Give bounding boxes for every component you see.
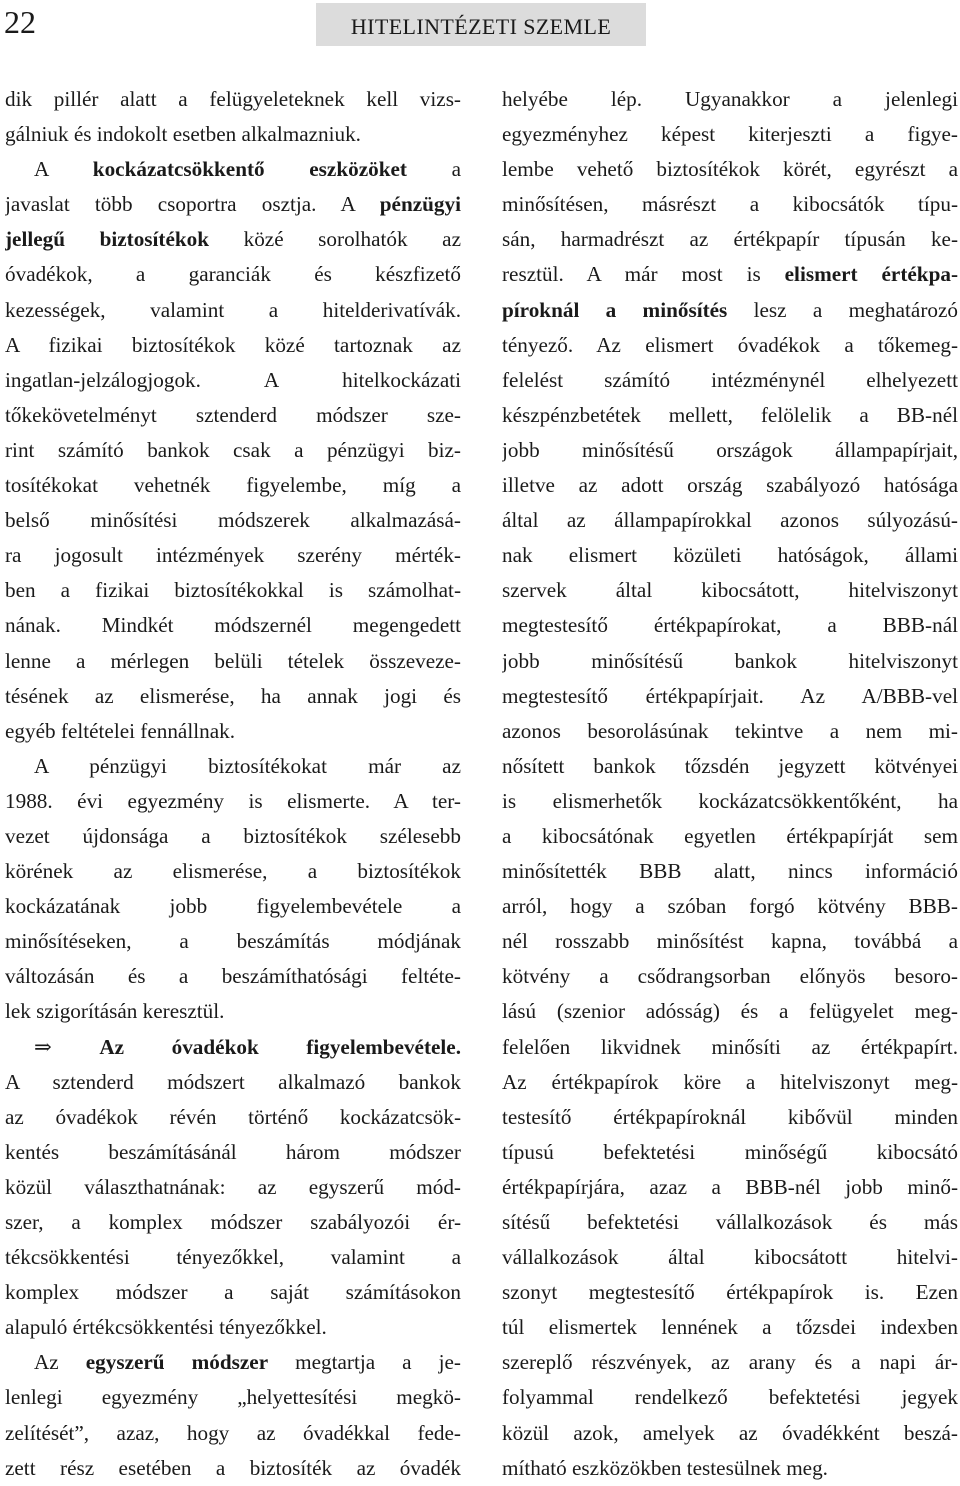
- text-run: változásán és a beszámíthatósági feltéte-: [5, 964, 461, 989]
- text-line: [502, 1205, 958, 1240]
- text-line: [5, 468, 461, 503]
- text-run: ingatlan-jelzálogjogok. A hitelkockázati: [5, 367, 461, 392]
- text-run: A fizikai biztosítékok közé tartoznak az: [5, 332, 461, 357]
- text-line: [502, 398, 958, 433]
- text-run: komplex módszer a saját számításokon: [5, 1280, 461, 1305]
- text-run: jobb minősítésű országok állampapírjait,: [502, 437, 958, 462]
- text-run: vezet újdonsága a biztosítékok szélesebb: [5, 823, 461, 848]
- text-line: [502, 1380, 958, 1415]
- text-run: ⇒: [34, 1034, 100, 1059]
- text-line: [5, 1170, 461, 1205]
- text-line: [502, 749, 958, 784]
- text-line: [5, 117, 461, 152]
- text-line: [502, 1065, 958, 1100]
- text-line: [502, 679, 958, 714]
- text-line: [502, 222, 958, 257]
- text-line: [5, 1240, 461, 1275]
- text-line: [5, 644, 461, 679]
- text-run: zelítését”, azaz, hogy az óvadékkal fede-: [5, 1420, 461, 1445]
- text-line: [502, 503, 958, 538]
- text-line: [502, 538, 958, 573]
- text-run: nának. Mindkét módszernél megengedett: [5, 613, 461, 638]
- text-line: [502, 1310, 958, 1345]
- text-line: [502, 994, 958, 1029]
- text-line: [5, 1100, 461, 1135]
- text-line: [5, 398, 461, 433]
- text-run: ben a fizikai biztosítékokkal is számolhat-: [5, 578, 461, 603]
- text-run: tésének az elismerése, ha annak jogi és: [5, 683, 461, 708]
- text-line: [5, 152, 461, 187]
- text-run: által az állampapírokkal azonos súlyozású-: [502, 508, 958, 533]
- text-run: kockázatának jobb figyelembevétele a: [5, 894, 461, 919]
- text-line: [5, 1451, 461, 1486]
- text-line: [502, 924, 958, 959]
- text-run: tékcsökkentési tényezőkkel, valamint a: [5, 1245, 461, 1270]
- text-run: Az értékpapírok köre a hitelviszonyt meg-: [502, 1069, 958, 1094]
- text-run: közé sorolhatók az: [209, 227, 461, 252]
- text-run: lesz a meghatározó: [727, 297, 958, 322]
- text-line: [5, 1416, 461, 1451]
- text-line: [5, 1345, 461, 1380]
- text-line: [502, 1240, 958, 1275]
- text-run: lású (szenior adósság) és a felügyelet meg-: [502, 999, 958, 1024]
- bold-text: kockázatcsökkentő eszközöket: [92, 157, 407, 182]
- text-line: [5, 889, 461, 924]
- text-run: A sztenderd módszert alkalmazó bankok: [5, 1069, 461, 1094]
- text-run: jobb minősítésű bankok hitelviszonyt: [502, 648, 958, 673]
- text-line: [5, 784, 461, 819]
- text-run: tőkekövetelményt sztenderd módszer sze-: [5, 402, 461, 427]
- text-line: [5, 222, 461, 257]
- text-line: [5, 608, 461, 643]
- text-run: Az: [34, 1350, 86, 1375]
- text-run: gálniuk és indokolt esetben alkalmazniuk.: [5, 122, 361, 147]
- text-line: [5, 924, 461, 959]
- text-line: [502, 328, 958, 363]
- text-line: [5, 854, 461, 889]
- text-line: [5, 819, 461, 854]
- text-line: [502, 644, 958, 679]
- text-line: [5, 538, 461, 573]
- text-line: [5, 714, 461, 749]
- bold-text: jellegű biztosítékok: [5, 227, 210, 252]
- text-line: [5, 257, 461, 292]
- text-line: [5, 749, 461, 784]
- text-run: lembe vehető biztosítékok körét, egyrészt a: [502, 157, 958, 182]
- text-run: értékpapírjára, azaz a BBB-nél jobb minő-: [502, 1174, 958, 1199]
- text-run: 1988. évi egyezmény is elismerte. A ter-: [5, 788, 461, 813]
- text-run: típusú befektetési minőségű kibocsátó: [502, 1139, 958, 1164]
- text-line: [502, 363, 958, 398]
- text-run: javaslat több csoportra osztja. A: [5, 192, 380, 217]
- text-run: illetve az adott ország szabályozó hatósága: [502, 473, 958, 498]
- text-line: [502, 784, 958, 819]
- text-run: szervek által kibocsátott, hitelviszonyt: [502, 578, 958, 603]
- text-line: [502, 433, 958, 468]
- text-run: szereplő részvények, az arany és a napi ár-: [502, 1350, 958, 1375]
- text-run: kötvény a csődrangsorban előnyös besoro-: [502, 964, 958, 989]
- text-run: közül azok, amelyek az óvadékként beszá-: [502, 1420, 958, 1445]
- text-run: nak elismert közületi hatóságok, állami: [502, 543, 958, 568]
- text-line: [5, 573, 461, 608]
- text-run: megtartja a je-: [268, 1350, 461, 1375]
- text-run: nősített bankok tőzsdén jegyzett kötvényei: [502, 753, 958, 778]
- left-text-column: [5, 82, 461, 1486]
- text-line: [502, 608, 958, 643]
- text-line: [5, 503, 461, 538]
- text-run: azonos besorolásúnak tekintve a nem mi-: [502, 718, 958, 743]
- text-run: felelést számító intézménynél elhelyezett: [502, 367, 958, 392]
- text-run: A pénzügyi biztosítékokat már az: [34, 753, 461, 778]
- text-line: [5, 433, 461, 468]
- text-run: lenlegi egyezmény „helyettesítési megkö-: [5, 1385, 461, 1410]
- text-line: [502, 714, 958, 749]
- text-line: [502, 819, 958, 854]
- bold-text: Az óvadékok figyelembevétele.: [99, 1034, 461, 1059]
- text-line: [5, 328, 461, 363]
- text-run: zett rész esetében a biztosíték az óvadék: [5, 1455, 461, 1480]
- bold-text: elismert értékpa-: [784, 262, 958, 287]
- text-line: [5, 959, 461, 994]
- text-line: [5, 293, 461, 328]
- text-run: tosítékokat vehetnék figyelembe, míg a: [5, 473, 461, 498]
- text-run: szer, a komplex módszer szabályozói ér-: [5, 1210, 461, 1234]
- text-line: [502, 117, 958, 152]
- text-line: [502, 889, 958, 924]
- text-line: [5, 1065, 461, 1100]
- text-run: alapuló értékcsökkentési tényezőkkel.: [5, 1315, 327, 1340]
- text-run: óvadékok, a garanciák és készfizető: [5, 262, 461, 287]
- text-line: [502, 82, 958, 117]
- text-run: helyébe lép. Ugyanakkor a jelenlegi: [502, 87, 958, 111]
- text-line: [5, 1135, 461, 1170]
- text-run: folyammal rendelkező befektetési jegyek: [502, 1385, 958, 1410]
- text-run: megtestesítő értékpapírokat, a BBB-nál: [502, 613, 958, 638]
- text-line: [5, 1310, 461, 1345]
- text-run: közül választhatnának: az egyszerű mód-: [5, 1174, 461, 1199]
- text-run: felelően likvidnek minősíti az értékpapírt.: [502, 1034, 958, 1059]
- text-line: [5, 1275, 461, 1310]
- text-line: [5, 1205, 461, 1240]
- text-run: dik pillér alatt a felügyeleteknek kell vizs-: [5, 87, 461, 111]
- text-run: egyéb feltételei fennállnak.: [5, 718, 236, 743]
- text-line: [502, 1135, 958, 1170]
- text-line: [502, 1345, 958, 1380]
- text-line: [502, 959, 958, 994]
- text-run: kentés beszámításánál három módszer: [5, 1139, 461, 1164]
- text-run: tényező. Az elismert óvadékok a tőkemeg-: [502, 332, 958, 357]
- text-line: [502, 293, 958, 328]
- text-line: [502, 854, 958, 889]
- text-run: minősítéseken, a beszámítás módjának: [5, 929, 461, 954]
- text-run: is elismerhetők kockázatcsökkentőként, ha: [502, 788, 958, 813]
- text-run: készpénzbetétek mellett, felölelik a BB-nél: [502, 402, 958, 427]
- text-run: resztül. A már most is: [502, 262, 785, 287]
- text-run: A: [34, 157, 93, 182]
- bold-text: píroknál a minősítés: [502, 297, 728, 322]
- text-run: szonyt megtestesítő értékpapírok is. Ezen: [502, 1280, 958, 1305]
- text-run: testesítő értékpapíroknál kibővül minden: [502, 1104, 958, 1129]
- text-line: [502, 1451, 958, 1486]
- text-run: a: [406, 157, 461, 182]
- text-line: [5, 679, 461, 714]
- text-run: az óvadékok révén történő kockázatcsök-: [5, 1104, 461, 1129]
- text-line: [5, 363, 461, 398]
- bold-text: egyszerű módszer: [85, 1350, 269, 1375]
- text-run: minősítették BBB alatt, nincs információ: [502, 859, 958, 884]
- text-line: [5, 187, 461, 222]
- text-line: [502, 1170, 958, 1205]
- text-run: megtestesítő értékpapírjait. Az A/BBB-vel: [502, 683, 958, 708]
- text-line: [502, 187, 958, 222]
- page-number: 22: [4, 4, 36, 40]
- text-run: lek szigorításán keresztül.: [5, 999, 225, 1024]
- right-text-column: [502, 82, 958, 1486]
- text-run: túl elismertek lennének a tőzsdei indexben: [502, 1315, 958, 1340]
- text-run: arról, hogy a szóban forgó kötvény BBB-: [502, 894, 958, 919]
- text-run: sítésű befektetési vállalkozások és más: [502, 1210, 958, 1234]
- text-run: rint számító bankok csak a pénzügyi biz-: [5, 437, 461, 462]
- running-head: HITELINTÉZETI SZEMLE: [316, 3, 646, 46]
- text-run: kezességek, valamint a hitelderivatívák.: [5, 297, 461, 322]
- text-line: [502, 573, 958, 608]
- text-run: nél rosszabb minősítést kapna, továbbá a: [502, 929, 958, 954]
- text-line: [502, 468, 958, 503]
- text-line: [502, 257, 958, 292]
- text-line: [5, 994, 461, 1029]
- text-line: [502, 1275, 958, 1310]
- text-run: a kibocsátónak egyetlen értékpapírját sem: [502, 823, 958, 848]
- bold-text: pénzügyi: [379, 192, 461, 217]
- text-line: [5, 82, 461, 117]
- text-run: egyezményhez képest kiterjeszti a figye-: [502, 122, 958, 147]
- text-line: [502, 152, 958, 187]
- text-run: vállalkozások által kibocsátott hitelvi-: [502, 1245, 958, 1270]
- text-run: belső minősítési módszerek alkalmazásá-: [5, 508, 461, 533]
- text-run: körének az elismerése, a biztosítékok: [5, 859, 461, 884]
- text-line: [5, 1030, 461, 1065]
- text-line: [502, 1030, 958, 1065]
- text-run: mítható eszközökben testesülnek meg.: [502, 1455, 828, 1480]
- text-run: sán, harmadrészt az értékpapír típusán ke-: [502, 227, 958, 252]
- text-run: lenne a mérlegen belüli tételek összeveze-: [5, 648, 461, 673]
- text-line: [502, 1100, 958, 1135]
- text-run: minősítésen, másrészt a kibocsátók típu-: [502, 192, 958, 217]
- text-line: [502, 1416, 958, 1451]
- text-run: ra jogosult intézmények szerény mérték-: [5, 543, 461, 568]
- text-line: [5, 1380, 461, 1415]
